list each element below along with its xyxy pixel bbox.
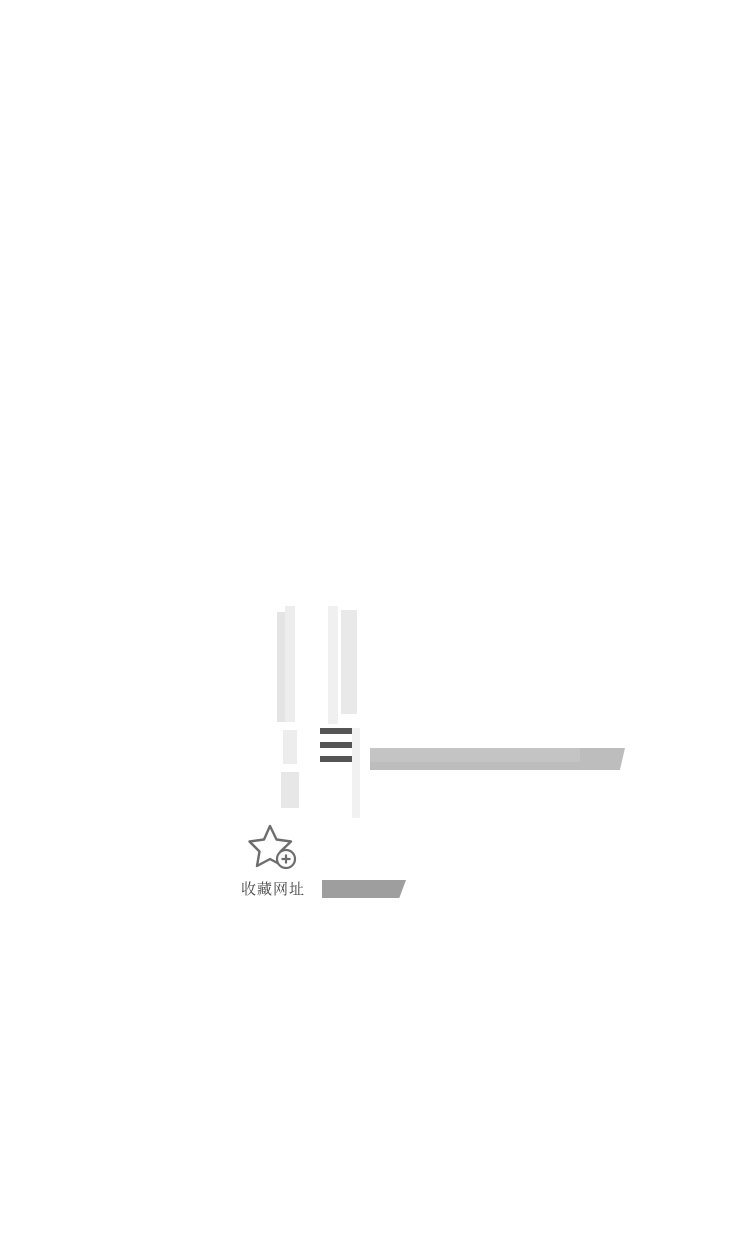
placeholder-bar-5 bbox=[283, 730, 297, 764]
placeholder-bar-6 bbox=[281, 772, 299, 808]
hamburger-menu-icon[interactable] bbox=[320, 728, 352, 762]
bookmark-label: 收藏网址 bbox=[240, 881, 305, 898]
placeholder-bar-7 bbox=[352, 728, 360, 818]
placeholder-chip bbox=[322, 880, 406, 898]
star-plus-icon bbox=[245, 820, 301, 872]
menu-line-2 bbox=[320, 742, 352, 748]
placeholder-bar-2 bbox=[285, 606, 295, 722]
placeholder-bar-4 bbox=[341, 610, 357, 714]
menu-line-3 bbox=[320, 756, 352, 762]
placeholder-ribbon-inner bbox=[370, 748, 580, 762]
placeholder-bar-3 bbox=[328, 606, 338, 724]
bookmark-button[interactable] bbox=[236, 820, 310, 899]
menu-line-1 bbox=[320, 728, 352, 734]
